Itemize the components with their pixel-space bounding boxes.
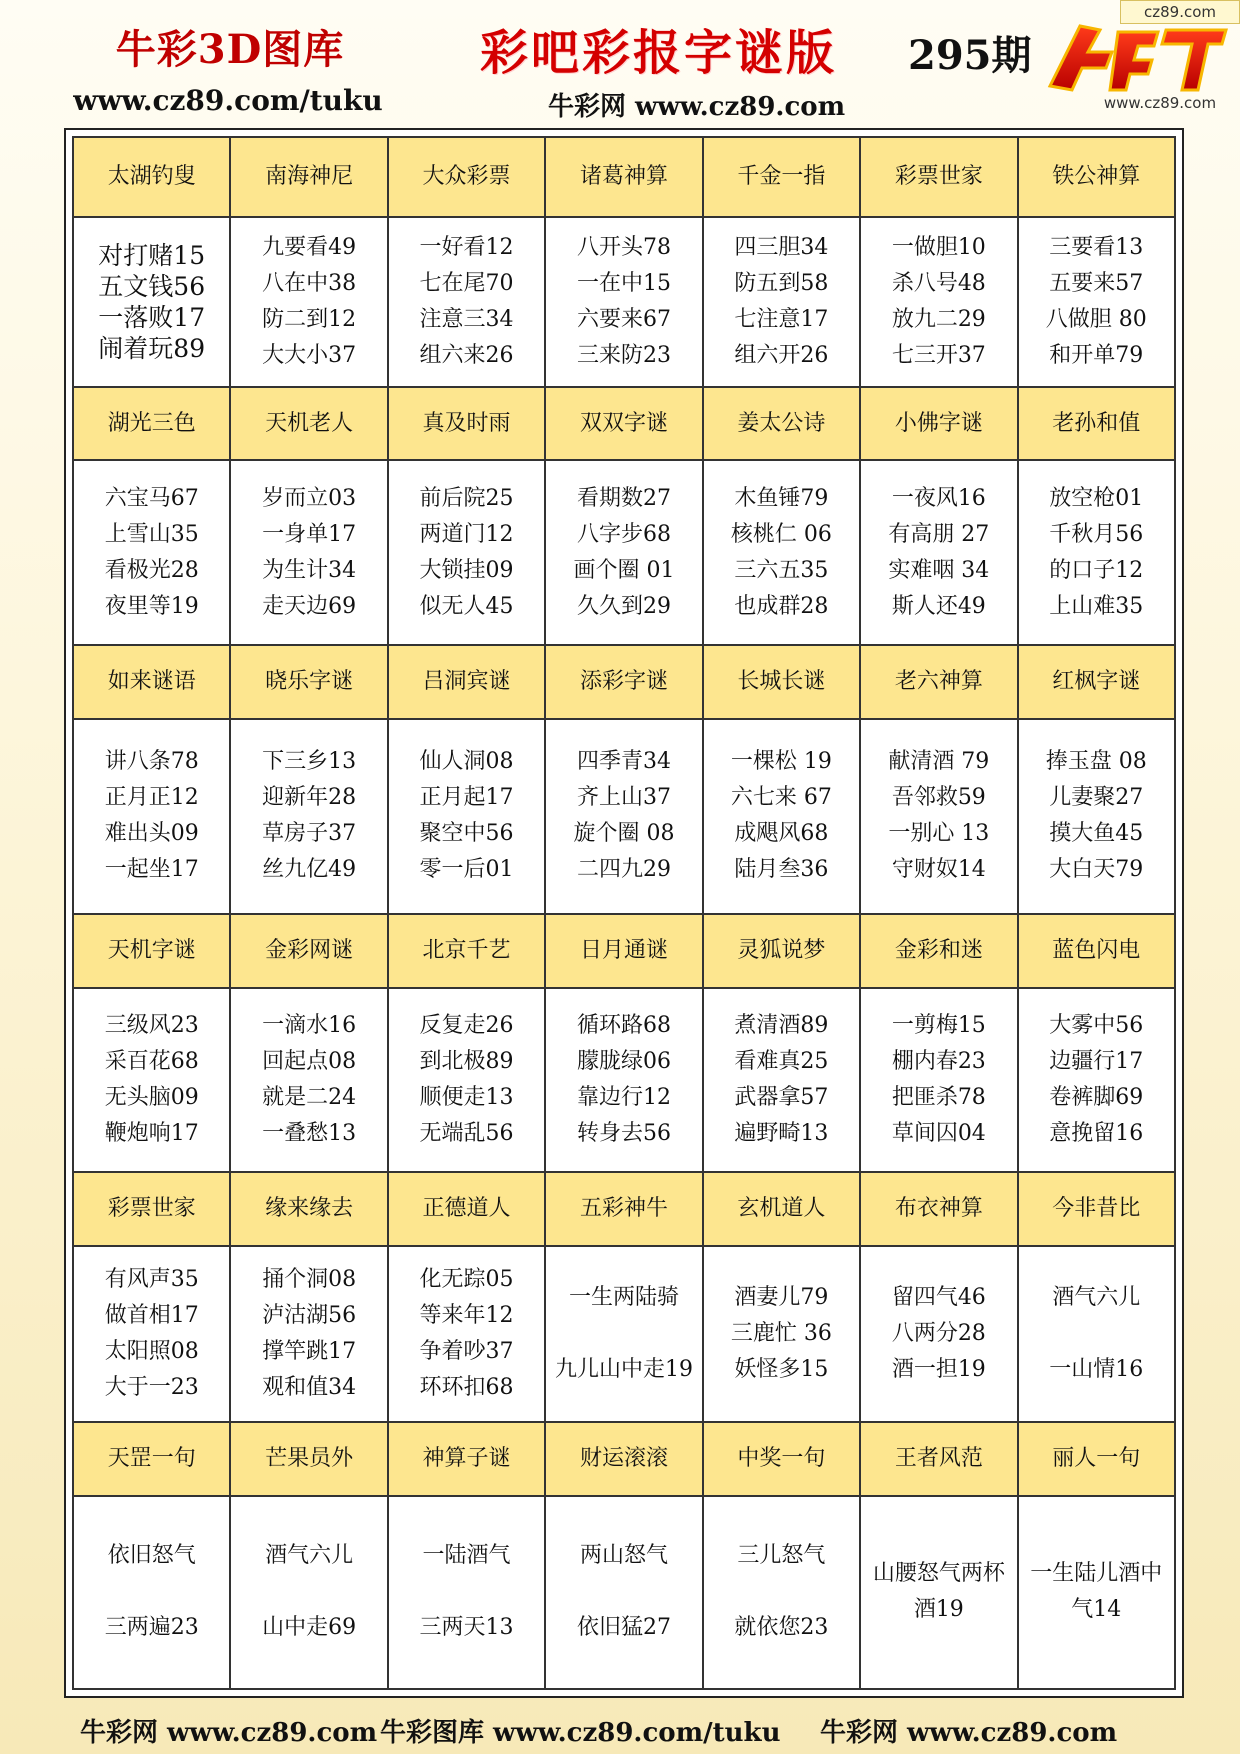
riddle-line: 环环扣68 — [419, 1375, 514, 1401]
riddle-cell — [1018, 1496, 1175, 1689]
riddle-line: 为生计34 — [262, 557, 357, 583]
column-header: 晓乐字谜 — [230, 645, 387, 719]
content-row — [73, 1246, 1175, 1422]
riddle-cell — [703, 217, 860, 386]
riddle-line: 三来防23 — [576, 342, 671, 368]
riddle-line — [235, 1574, 382, 1610]
column-header: 布衣神算 — [860, 1172, 1017, 1246]
riddle-cell — [230, 1496, 387, 1689]
riddle-cell — [73, 217, 230, 386]
riddle-line: 就是二24 — [262, 1085, 357, 1111]
column-header: 玄机道人 — [703, 1172, 860, 1246]
logo-url: www.cz89.com — [1103, 94, 1217, 112]
riddle-line: 献清酒 79 — [888, 749, 990, 775]
column-header: 大众彩票 — [388, 137, 545, 217]
riddle-cell — [545, 217, 702, 386]
riddle-line: 一滴水16 — [262, 1013, 357, 1039]
riddle-line — [550, 1316, 697, 1352]
riddle-cell — [860, 719, 1017, 914]
riddle-line: 正月起17 — [419, 785, 514, 811]
riddle-line: 山腰怒气两杯 — [872, 1561, 1005, 1587]
riddle-line: 木鱼锤79 — [734, 485, 829, 511]
riddle-line: 放九二29 — [891, 306, 986, 332]
riddle-line: 走天边69 — [262, 593, 357, 619]
column-header: 真及时雨 — [388, 387, 545, 461]
riddle-line: 采百花68 — [104, 1049, 199, 1075]
riddle-line: 两道门12 — [419, 521, 514, 547]
riddle-line: 五文钱56 — [98, 271, 206, 301]
riddle-line: 七注意17 — [734, 306, 829, 332]
riddle-line: 反复走26 — [419, 1013, 514, 1039]
content-row — [73, 460, 1175, 645]
riddle-line: 一做胆10 — [891, 234, 986, 260]
riddle-line: 八字步68 — [576, 521, 671, 547]
riddle-line: 千秋月56 — [1049, 521, 1144, 547]
riddle-line: 九儿山中走19 — [554, 1357, 693, 1383]
content-row — [73, 1496, 1175, 1689]
header-row — [73, 387, 1175, 461]
riddle-line: 儿妻聚27 — [1049, 785, 1144, 811]
column-header: 中奖一句 — [703, 1422, 860, 1496]
riddle-line: 吾邻救59 — [891, 785, 986, 811]
riddle-line: 岁而立03 — [262, 485, 357, 511]
riddle-cell — [73, 460, 230, 645]
issue-number: 295期 — [908, 32, 1032, 79]
riddle-line: 八做胆 80 — [1045, 306, 1147, 332]
riddle-cell — [860, 460, 1017, 645]
header-row — [73, 645, 1175, 719]
riddle-line: 酒一担19 — [891, 1357, 986, 1383]
riddle-line: 看难真25 — [734, 1049, 829, 1075]
footer-link-left[interactable]: 牛彩网 www.cz89.com — [80, 1718, 378, 1748]
riddle-line: 大锁挂09 — [419, 557, 514, 583]
column-header: 老六神算 — [860, 645, 1017, 719]
riddle-cell — [388, 988, 545, 1173]
riddle-cell — [230, 719, 387, 914]
riddle-line: 争着吵37 — [419, 1339, 514, 1365]
riddle-cell — [230, 1246, 387, 1422]
riddle-line: 大雾中56 — [1049, 1013, 1144, 1039]
column-header: 如来谜语 — [73, 645, 230, 719]
brand-logo — [1040, 16, 1236, 114]
column-header: 吕洞宾谜 — [388, 645, 545, 719]
riddle-line: 久久到29 — [576, 593, 671, 619]
riddle-cell — [388, 1246, 545, 1422]
content-row — [73, 217, 1175, 386]
riddle-line: 捧玉盘 08 — [1045, 749, 1147, 775]
riddle-cell — [1018, 217, 1175, 386]
header-row — [73, 914, 1175, 988]
riddle-line: 夜里等19 — [104, 593, 199, 619]
column-header: 红枫字谜 — [1018, 645, 1175, 719]
content-row — [73, 988, 1175, 1173]
riddle-line: 无端乱56 — [419, 1121, 514, 1147]
column-header: 老孙和值 — [1018, 387, 1175, 461]
footer — [0, 1704, 1240, 1750]
riddle-line: 和开单79 — [1049, 342, 1144, 368]
riddle-line — [393, 1574, 540, 1610]
riddle-line: 三级风23 — [104, 1013, 199, 1039]
riddle-line: 一叠愁13 — [262, 1121, 357, 1147]
riddle-line: 一起坐17 — [104, 857, 199, 883]
riddle-cell — [703, 1496, 860, 1689]
riddle-line: 八两分28 — [891, 1321, 986, 1347]
riddle-line: 迎新年28 — [262, 785, 357, 811]
column-header: 天机老人 — [230, 387, 387, 461]
riddle-line: 杀八号48 — [891, 270, 986, 296]
riddle-line: 一山情16 — [1049, 1357, 1144, 1383]
riddle-line: 八开头78 — [576, 234, 671, 260]
riddle-line: 看极光28 — [104, 557, 199, 583]
riddle-cell — [545, 1246, 702, 1422]
riddle-line: 实难咽 34 — [888, 557, 990, 583]
riddle-line: 一好看12 — [419, 234, 514, 260]
column-header: 灵狐说梦 — [703, 914, 860, 988]
riddle-line: 边疆行17 — [1049, 1049, 1144, 1075]
riddle-line: 摸大鱼45 — [1049, 821, 1144, 847]
riddle-line: 化无踪05 — [419, 1267, 514, 1293]
riddle-line: 一夜风16 — [891, 485, 986, 511]
column-header: 诸葛神算 — [545, 137, 702, 217]
riddle-cell — [860, 1496, 1017, 1689]
riddle-line: 仙人洞08 — [419, 749, 514, 775]
riddle-line: 一生陆儿酒中 — [1030, 1561, 1163, 1587]
riddle-line: 防五到58 — [734, 270, 829, 296]
riddle-table — [64, 128, 1184, 1698]
riddle-line: 酒气六儿 — [265, 1543, 354, 1569]
riddle-line: 放空枪01 — [1049, 485, 1144, 511]
riddle-line: 有高朋 27 — [888, 521, 990, 547]
riddle-line: 齐上山37 — [576, 785, 671, 811]
riddle-line: 武器拿57 — [734, 1085, 829, 1111]
riddle-line: 撑竿跳17 — [262, 1339, 357, 1365]
riddle-line: 转身去56 — [576, 1121, 671, 1147]
column-header: 五彩神牛 — [545, 1172, 702, 1246]
riddle-line: 一棵松 19 — [730, 749, 832, 775]
riddle-line: 等来年12 — [419, 1303, 514, 1329]
riddle-line: 组六开26 — [734, 342, 829, 368]
riddle-line: 一身单17 — [262, 521, 357, 547]
riddle-line: 正月正12 — [104, 785, 199, 811]
riddle-line: 三两遍23 — [104, 1615, 199, 1641]
riddle-line: 斯人还49 — [891, 593, 986, 619]
riddle-line: 山中走69 — [262, 1615, 357, 1641]
riddle-line: 上山难35 — [1049, 593, 1144, 619]
riddle-line: 防二到12 — [262, 306, 357, 332]
riddle-line: 草房子37 — [262, 821, 357, 847]
riddle-cell — [860, 217, 1017, 386]
riddle-line: 三要看13 — [1049, 234, 1144, 260]
header-site-link[interactable]: 牛彩网 www.cz89.com — [548, 92, 846, 122]
column-header: 小佛字谜 — [860, 387, 1017, 461]
riddle-line: 核桃仁 06 — [730, 521, 832, 547]
riddle-cell — [73, 988, 230, 1173]
column-header: 王者风范 — [860, 1422, 1017, 1496]
column-header: 芒果员外 — [230, 1422, 387, 1496]
riddle-line: 一落败17 — [98, 302, 206, 332]
riddle-cell — [388, 217, 545, 386]
riddle-line: 闹着玩89 — [98, 333, 206, 363]
riddle-line: 画个圈 01 — [573, 557, 675, 583]
riddle-line — [550, 1574, 697, 1610]
column-header: 太湖钓叟 — [73, 137, 230, 217]
riddle-line: 对打赌15 — [98, 240, 206, 270]
riddle-line: 下三乡13 — [262, 749, 357, 775]
page-title: 彩吧彩报字谜版 — [480, 25, 838, 81]
riddle-line: 两山怒气 — [579, 1543, 668, 1569]
footer-link-right[interactable]: 牛彩网 www.cz89.com — [820, 1718, 1118, 1748]
riddle-line — [78, 1574, 225, 1610]
riddle-line: 大于一23 — [104, 1375, 199, 1401]
footer-link-middle[interactable]: 牛彩图库 www.cz89.com/tuku — [380, 1718, 781, 1748]
riddle-line: 旋个圈 08 — [573, 821, 675, 847]
riddle-line: 卷裤脚69 — [1049, 1085, 1144, 1111]
riddle-cell — [860, 988, 1017, 1173]
riddle-line: 遍野畸13 — [734, 1121, 829, 1147]
riddle-line: 上雪山35 — [104, 521, 199, 547]
column-header: 北京千艺 — [388, 914, 545, 988]
riddle-cell — [1018, 1246, 1175, 1422]
riddle-line: 妖怪多15 — [734, 1357, 829, 1383]
corner-url-tag[interactable]: cz89.com — [1120, 0, 1240, 24]
riddle-cell — [230, 988, 387, 1173]
riddle-line: 循环路68 — [576, 1013, 671, 1039]
riddle-line: 三六五35 — [734, 557, 829, 583]
riddle-line: 组六来26 — [419, 342, 514, 368]
riddle-line: 似无人45 — [419, 593, 514, 619]
riddle-cell — [230, 217, 387, 386]
column-header: 财运滚滚 — [545, 1422, 702, 1496]
riddle-line: 前后院25 — [419, 485, 514, 511]
riddle-line: 成飓风68 — [734, 821, 829, 847]
column-header: 铁公神算 — [1018, 137, 1175, 217]
riddle-line: 三儿怒气 — [737, 1543, 826, 1569]
header-row — [73, 1422, 1175, 1496]
riddle-cell — [73, 719, 230, 914]
riddle-line: 一在中15 — [576, 270, 671, 296]
column-header: 丽人一句 — [1018, 1422, 1175, 1496]
riddle-line: 依旧猛27 — [576, 1615, 671, 1641]
riddle-line: 煮清酒89 — [734, 1013, 829, 1039]
riddle-line: 大大小37 — [262, 342, 357, 368]
riddle-cell — [545, 1496, 702, 1689]
column-header: 缘来缘去 — [230, 1172, 387, 1246]
column-header: 双双字谜 — [545, 387, 702, 461]
riddle-line: 棚内春23 — [891, 1049, 986, 1075]
riddle-line: 依旧怒气 — [107, 1543, 196, 1569]
riddle-cell — [703, 1246, 860, 1422]
column-header: 添彩字谜 — [545, 645, 702, 719]
riddle-line: 有风声35 — [104, 1267, 199, 1293]
riddle-line: 做首相17 — [104, 1303, 199, 1329]
site-title: 牛彩3D图库 — [115, 26, 345, 73]
riddle-line: 一陆酒气 — [422, 1543, 511, 1569]
riddle-line: 聚空中56 — [419, 821, 514, 847]
column-header: 天机字谜 — [73, 914, 230, 988]
content-row — [73, 719, 1175, 914]
column-header: 姜太公诗 — [703, 387, 860, 461]
riddle-line: 到北极89 — [419, 1049, 514, 1075]
riddle-cell — [860, 1246, 1017, 1422]
riddle-line: 看期数27 — [576, 485, 671, 511]
header-row — [73, 1172, 1175, 1246]
riddle-cell — [388, 719, 545, 914]
riddle-cell — [545, 460, 702, 645]
riddle-line: 五要来57 — [1049, 270, 1144, 296]
riddle-line: 陆月叁36 — [734, 857, 829, 883]
riddle-grid — [72, 136, 1176, 1690]
riddle-line: 讲八条78 — [104, 749, 199, 775]
riddle-line: 就依您23 — [734, 1615, 829, 1641]
riddle-cell — [703, 460, 860, 645]
riddle-line — [708, 1574, 855, 1610]
riddle-cell — [230, 460, 387, 645]
riddle-line: 也成群28 — [734, 593, 829, 619]
riddle-line: 气14 — [1071, 1597, 1122, 1623]
riddle-line: 留四气46 — [891, 1285, 986, 1311]
column-header: 南海神尼 — [230, 137, 387, 217]
riddle-line: 三鹿忙 36 — [730, 1321, 832, 1347]
riddle-line: 六宝马67 — [104, 485, 199, 511]
riddle-line: 顺便走13 — [419, 1085, 514, 1111]
riddle-line: 捅个洞08 — [262, 1267, 357, 1293]
column-header: 千金一指 — [703, 137, 860, 217]
riddle-line: 鞭炮响17 — [104, 1121, 199, 1147]
site-url[interactable]: www.cz89.com/tuku — [73, 84, 383, 117]
riddle-line: 意挽留16 — [1049, 1121, 1144, 1147]
column-header: 正德道人 — [388, 1172, 545, 1246]
riddle-line: 守财奴14 — [891, 857, 986, 883]
riddle-line: 难出头09 — [104, 821, 199, 847]
riddle-line: 零一后01 — [419, 857, 514, 883]
riddle-line: 七在尾70 — [419, 270, 514, 296]
column-header: 今非昔比 — [1018, 1172, 1175, 1246]
riddle-line: 二四九29 — [576, 857, 671, 883]
riddle-line: 泸沽湖56 — [262, 1303, 357, 1329]
riddle-cell — [73, 1246, 230, 1422]
riddle-line: 酒妻儿79 — [734, 1285, 829, 1311]
riddle-cell — [1018, 988, 1175, 1173]
column-header: 湖光三色 — [73, 387, 230, 461]
riddle-line: 无头脑09 — [104, 1085, 199, 1111]
riddle-line: 太阳照08 — [104, 1339, 199, 1365]
riddle-cell — [73, 1496, 230, 1689]
riddle-line: 酒气六儿 — [1052, 1285, 1141, 1311]
riddle-line: 把匪杀78 — [891, 1085, 986, 1111]
riddle-line: 的口子12 — [1049, 557, 1144, 583]
column-header: 金彩网谜 — [230, 914, 387, 988]
riddle-line: 六七来 67 — [730, 785, 832, 811]
column-header: 彩票世家 — [73, 1172, 230, 1246]
riddle-line — [1023, 1316, 1170, 1352]
riddle-cell — [703, 988, 860, 1173]
column-header: 神算子谜 — [388, 1422, 545, 1496]
column-header: 天罡一句 — [73, 1422, 230, 1496]
riddle-line: 观和值34 — [262, 1375, 357, 1401]
riddle-cell — [1018, 460, 1175, 645]
column-header: 日月通谜 — [545, 914, 702, 988]
header-row — [73, 137, 1175, 217]
riddle-line: 注意三34 — [419, 306, 514, 332]
riddle-cell — [703, 719, 860, 914]
riddle-line: 四三胆34 — [734, 234, 829, 260]
column-header: 蓝色闪电 — [1018, 914, 1175, 988]
riddle-line: 一生两陆骑 — [568, 1285, 679, 1311]
riddle-cell — [388, 1496, 545, 1689]
riddle-line: 一剪梅15 — [891, 1013, 986, 1039]
riddle-cell — [545, 988, 702, 1173]
riddle-cell — [1018, 719, 1175, 914]
column-header: 彩票世家 — [860, 137, 1017, 217]
riddle-line: 朦胧绿06 — [576, 1049, 671, 1075]
riddle-line: 靠边行12 — [576, 1085, 671, 1111]
riddle-line: 丝九亿49 — [262, 857, 357, 883]
riddle-cell — [545, 719, 702, 914]
riddle-line: 回起点08 — [262, 1049, 357, 1075]
riddle-line: 一别心 13 — [888, 821, 990, 847]
riddle-line: 八在中38 — [262, 270, 357, 296]
riddle-line: 七三开37 — [891, 342, 986, 368]
riddle-line: 草间囚04 — [891, 1121, 986, 1147]
riddle-cell — [388, 460, 545, 645]
riddle-line: 酒19 — [913, 1597, 964, 1623]
riddle-line: 四季青34 — [576, 749, 671, 775]
riddle-line: 三两天13 — [419, 1615, 514, 1641]
column-header: 长城长谜 — [703, 645, 860, 719]
riddle-line: 九要看49 — [262, 234, 357, 260]
riddle-line: 大白天79 — [1049, 857, 1144, 883]
riddle-line: 六要来67 — [576, 306, 671, 332]
column-header: 金彩和迷 — [860, 914, 1017, 988]
